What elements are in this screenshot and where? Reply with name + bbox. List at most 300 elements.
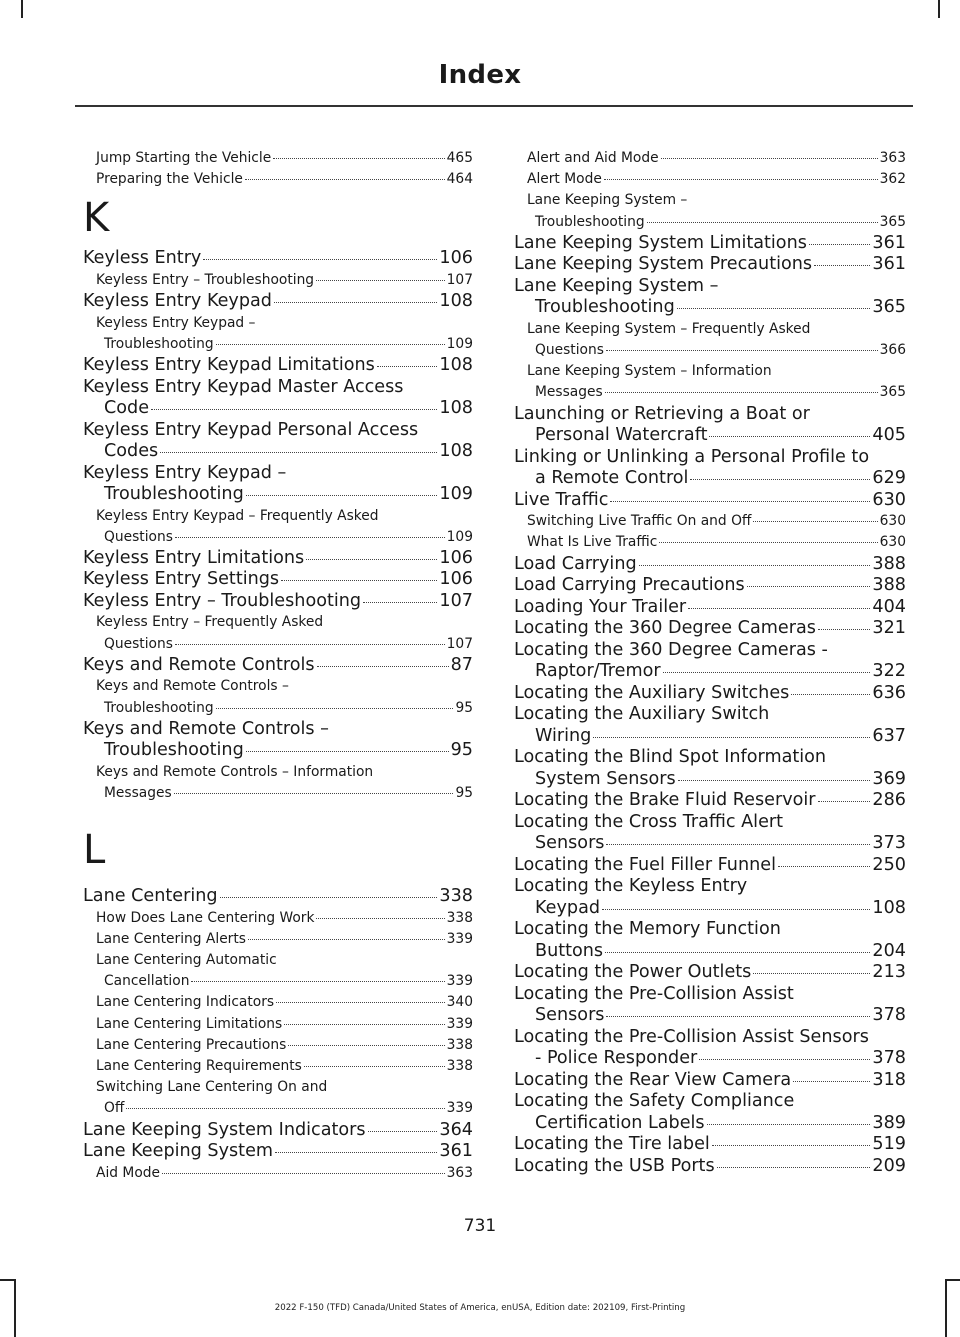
index-entry <box>514 855 906 877</box>
entry-text-line: Lane Keeping System – Information <box>527 363 772 380</box>
page-title: Index <box>438 60 522 90</box>
dot-leader <box>712 1145 871 1146</box>
page-ref: 630 <box>879 534 906 551</box>
entry-text: Codes <box>104 441 159 462</box>
index-entry <box>83 1120 473 1142</box>
page-ref: 366 <box>879 342 906 359</box>
entry-text: Loading Your Trailer <box>514 596 687 617</box>
section-letter: L <box>83 827 106 874</box>
dot-leader <box>606 844 870 845</box>
index-entry-line <box>83 1163 473 1184</box>
index-entry-line <box>514 1070 906 1092</box>
index-entry-line <box>83 929 473 950</box>
entry-text: Switching Live Traffic On and Off <box>527 513 752 530</box>
index-entry-line <box>83 569 473 591</box>
index-entry-line <box>83 698 473 719</box>
index-entry-line <box>514 1113 906 1135</box>
page-ref: 378 <box>872 1005 906 1026</box>
index-entry-line <box>514 575 906 597</box>
entry-text-line: Keys and Remote Controls – <box>83 718 329 739</box>
entry-text-line: Keyless Entry Keypad – <box>83 462 287 483</box>
page-ref: 630 <box>872 489 906 510</box>
dot-leader <box>791 694 870 695</box>
dot-leader <box>639 565 871 566</box>
entry-text: Troubleshooting <box>104 335 214 352</box>
index-entry-line <box>514 297 906 319</box>
page-ref: 388 <box>872 575 906 596</box>
dot-leader <box>191 981 444 982</box>
page-ref: 373 <box>872 833 906 854</box>
page-ref: 363 <box>879 150 906 166</box>
index-entry-line <box>83 783 473 804</box>
page-ref: 338 <box>446 1036 473 1053</box>
entry-text: Raptor/Tremor <box>535 661 661 682</box>
index-entry-line <box>514 898 906 920</box>
index-entry-line <box>83 1014 473 1035</box>
dot-leader <box>248 939 445 940</box>
entry-text: Lane Centering Requirements <box>96 1058 302 1075</box>
entry-text: - Police Responder <box>535 1048 698 1069</box>
dot-leader <box>606 1016 870 1017</box>
page-ref: 109 <box>439 484 473 505</box>
index-subentry <box>83 612 473 654</box>
index-entry-line <box>83 1035 473 1056</box>
index-entry-line <box>83 908 473 929</box>
page-ref: 339 <box>446 1100 473 1117</box>
page-ref: 365 <box>879 384 906 401</box>
index-entry-line <box>514 962 906 984</box>
page-ref: 630 <box>879 513 906 530</box>
title-rule <box>75 105 913 107</box>
index-entry <box>514 575 906 597</box>
page-ref: 250 <box>872 854 906 875</box>
index-subentry <box>83 908 473 929</box>
dot-leader <box>605 392 878 393</box>
index-entry <box>514 962 906 984</box>
entry-text-line: Keyless Entry Keypad – Frequently Asked <box>96 507 379 524</box>
page-ref: 361 <box>439 1141 473 1162</box>
index-entry <box>514 704 906 747</box>
page-ref: 107 <box>446 635 473 652</box>
index-entry-line <box>83 291 473 313</box>
entry-text-line: Locating the Memory Function <box>514 919 781 940</box>
dot-leader <box>677 308 871 309</box>
dot-leader <box>273 158 444 159</box>
entry-text: Aid Mode <box>96 1164 161 1181</box>
entry-text-line: Switching Lane Centering On and <box>96 1079 328 1096</box>
page-ref: 204 <box>872 940 906 961</box>
page-ref: 106 <box>439 248 473 269</box>
dot-leader <box>659 542 877 543</box>
entry-text-line: Keyless Entry – Frequently Asked <box>96 614 324 631</box>
entry-text: Lane Centering Precautions <box>96 1036 287 1053</box>
index-entry <box>514 447 906 490</box>
dot-leader <box>246 751 449 752</box>
entry-text: Keypad <box>535 897 601 918</box>
page-ref: 107 <box>439 590 473 611</box>
entry-text: Lane Keeping System Indicators <box>83 1119 366 1140</box>
entry-text-line: Locating the 360 Degree Cameras - <box>514 639 828 660</box>
entry-text: Questions <box>535 342 604 359</box>
entry-text: Troubleshooting <box>104 740 244 761</box>
index-subentry <box>83 676 473 718</box>
entry-text: Lane Keeping System Precautions <box>514 254 813 275</box>
entry-text: Keyless Entry Settings <box>83 569 280 590</box>
entry-text-line: Locating the Blind Spot Information <box>514 747 827 768</box>
dot-leader <box>368 1131 438 1132</box>
entry-text-line: Keys and Remote Controls – Information <box>96 763 374 780</box>
dot-leader <box>602 909 870 910</box>
index-entry <box>514 597 906 619</box>
dot-leader <box>304 1066 445 1067</box>
dot-leader <box>747 586 871 587</box>
index-subentry <box>83 1077 473 1119</box>
entry-text: Preparing the Vehicle <box>96 171 243 188</box>
dot-leader <box>678 780 871 781</box>
entry-text-line: Lane Keeping System – <box>514 275 719 296</box>
page-ref: 365 <box>879 213 906 230</box>
page-ref: 404 <box>872 596 906 617</box>
index-entry-line <box>83 992 473 1013</box>
entry-text: Locating the 360 Degree Cameras <box>514 618 816 639</box>
entry-text-line: Keys and Remote Controls – <box>96 678 289 695</box>
dot-leader <box>690 479 870 480</box>
entry-text: a Remote Control <box>535 468 689 489</box>
index-subentry <box>83 313 473 355</box>
index-entry <box>83 591 473 613</box>
dot-leader <box>126 1108 444 1109</box>
dot-leader <box>814 265 870 266</box>
dot-leader <box>174 793 454 794</box>
dot-leader <box>276 1002 445 1003</box>
index-subentry <box>514 361 906 403</box>
entry-text-line: Locating the Pre-Collision Assist <box>514 983 794 1004</box>
page-ref: 107 <box>446 271 473 288</box>
index-entry-line <box>514 1156 906 1178</box>
page-ref: 109 <box>446 335 473 352</box>
index-entry-line <box>83 1120 473 1142</box>
index-entry-line <box>83 740 473 762</box>
dot-leader <box>175 537 445 538</box>
dot-leader <box>160 452 437 453</box>
entry-text-line: Keyless Entry Keypad Personal Access <box>83 419 419 440</box>
page-ref: 213 <box>872 962 906 983</box>
page-ref: 369 <box>872 768 906 789</box>
dot-leader <box>288 1045 444 1046</box>
index-entry-line <box>514 769 906 791</box>
dot-leader <box>203 259 437 260</box>
entry-text: Questions <box>104 635 173 652</box>
dot-leader <box>647 222 878 223</box>
dot-leader <box>663 672 871 673</box>
index-entry <box>514 1091 906 1134</box>
index-entry-line <box>514 169 906 190</box>
index-entry <box>83 569 473 591</box>
index-entry <box>83 886 473 908</box>
page-ref: 106 <box>439 569 473 590</box>
entry-text: Locating the Power Outlets <box>514 962 752 983</box>
entry-text: Cancellation <box>104 973 190 990</box>
index-subentry <box>83 1163 473 1184</box>
entry-text: Lane Centering <box>83 886 218 907</box>
index-subentry <box>83 1014 473 1035</box>
dot-leader <box>778 866 870 867</box>
dot-leader <box>306 559 437 560</box>
dot-leader <box>605 952 870 953</box>
entry-text: Off <box>104 1100 125 1117</box>
index-entry-line <box>514 212 906 233</box>
dot-leader <box>175 644 445 645</box>
page-ref: 519 <box>872 1134 906 1155</box>
index-entry-line <box>83 548 473 570</box>
entry-text: Troubleshooting <box>104 484 244 505</box>
index-entry-line <box>514 1134 906 1156</box>
page-ref: 339 <box>446 930 473 947</box>
index-entry-line <box>83 355 473 377</box>
index-entry <box>514 790 906 812</box>
entry-text: Lane Centering Limitations <box>96 1015 283 1032</box>
dot-leader <box>316 918 444 919</box>
index-entry <box>514 919 906 962</box>
dot-leader <box>216 708 454 709</box>
entry-text: Certification Labels <box>535 1112 705 1133</box>
page-ref: 364 <box>439 1119 473 1140</box>
page-ref: 363 <box>446 1164 473 1181</box>
index-entry <box>83 420 473 463</box>
dot-leader <box>699 1059 870 1060</box>
dot-leader <box>753 521 877 522</box>
page-ref: 95 <box>450 740 473 761</box>
page-ref: 388 <box>872 553 906 574</box>
entry-text: Locating the Fuel Filler Funnel <box>514 854 776 875</box>
entry-text: Lane Centering Indicators <box>96 994 275 1011</box>
dot-leader <box>688 608 870 609</box>
index-entry-line <box>83 591 473 613</box>
page-ref: 108 <box>439 291 473 312</box>
entry-text: Sensors <box>535 833 605 854</box>
entry-text-line: Locating the Cross Traffic Alert <box>514 811 784 832</box>
entry-text: Keyless Entry Limitations <box>83 547 305 568</box>
page-ref: 108 <box>439 441 473 462</box>
index-entry-line <box>514 726 906 748</box>
entry-text: Locating the Rear View Camera <box>514 1069 792 1090</box>
footer-edition: 2022 F-150 (TFD) Canada/United States of America, enUSA, Edition date: 202109, First-Printing <box>274 1303 686 1313</box>
index-subentry <box>83 169 473 190</box>
page-ref: 338 <box>439 886 473 907</box>
index-entry <box>83 548 473 570</box>
entry-text: Locating the Auxiliary Switches <box>514 682 790 703</box>
entry-text: Keys and Remote Controls <box>83 654 315 675</box>
index-entry <box>83 719 473 762</box>
dot-leader <box>284 1024 444 1025</box>
index-entry <box>83 655 473 677</box>
entry-text-line: Keyless Entry Keypad Master Access <box>83 376 404 397</box>
index-entry-line <box>83 484 473 506</box>
page-ref: 95 <box>455 699 473 716</box>
entry-text-line: Lane Keeping System – <box>527 192 688 209</box>
dot-leader <box>610 501 870 502</box>
entry-text: Questions <box>104 528 173 545</box>
entry-text: Wiring <box>535 725 592 746</box>
index-entry <box>83 291 473 313</box>
index-entry-line <box>514 254 906 276</box>
entry-text-line: Keyless Entry Keypad – <box>96 314 256 331</box>
index-entry <box>514 404 906 447</box>
dot-leader <box>151 409 437 410</box>
index-entry-line <box>83 148 473 169</box>
page-ref: 338 <box>446 1058 473 1075</box>
entry-text: Jump Starting the Vehicle <box>96 150 272 166</box>
entry-text: Live Traffic <box>514 489 609 510</box>
entry-text: How Does Lane Centering Work <box>96 909 315 926</box>
entry-text: Lane Keeping System Limitations <box>514 232 807 253</box>
dot-leader <box>606 350 878 351</box>
dot-leader <box>377 366 438 367</box>
index-subentry <box>514 190 906 232</box>
index-subentry <box>514 169 906 190</box>
page-ref: 108 <box>439 398 473 419</box>
entry-text: Troubleshooting <box>104 699 214 716</box>
dot-leader <box>809 244 871 245</box>
index-subentry <box>83 148 473 169</box>
page-ref: 339 <box>446 1015 473 1032</box>
entry-text: Keyless Entry – Troubleshooting <box>83 590 362 611</box>
page-ref: 389 <box>872 1112 906 1133</box>
page-ref: 286 <box>872 790 906 811</box>
index-subentry <box>83 506 473 548</box>
index-entry <box>514 1070 906 1092</box>
dot-leader <box>363 602 437 603</box>
page-ref: 465 <box>446 150 473 166</box>
page-ref: 338 <box>446 909 473 926</box>
index-entry-line <box>514 833 906 855</box>
index-subentry <box>83 929 473 950</box>
index-entry <box>514 254 906 276</box>
entry-text: Load Carrying Precautions <box>514 575 745 596</box>
page-ref: 405 <box>872 425 906 446</box>
entry-text-line: Locating the Safety Compliance <box>514 1091 795 1112</box>
crop-mark-bottom-left <box>0 1279 14 1281</box>
index-entry-line <box>83 334 473 355</box>
entry-text: Locating the Brake Fluid Reservoir <box>514 790 816 811</box>
index-column-left <box>83 148 473 1184</box>
entry-text: System Sensors <box>535 768 676 789</box>
index-entry-line <box>83 886 473 908</box>
entry-text: Code <box>104 398 150 419</box>
entry-text-line: Launching or Retrieving a Boat or <box>514 403 810 424</box>
dot-leader <box>281 580 437 581</box>
dot-leader <box>604 179 878 180</box>
index-entry <box>514 1156 906 1178</box>
page-ref: 106 <box>439 547 473 568</box>
index-subentry <box>514 532 906 553</box>
entry-text: Locating the Tire label <box>514 1134 710 1155</box>
index-entry <box>83 248 473 270</box>
dot-leader <box>593 737 870 738</box>
dot-leader <box>274 302 437 303</box>
index-entry <box>514 1027 906 1070</box>
index-subentry <box>514 148 906 169</box>
page-ref: 87 <box>450 654 473 675</box>
dot-leader <box>316 280 445 281</box>
entry-text-line: Locating the Auxiliary Switch <box>514 704 770 725</box>
index-entry-line <box>514 233 906 255</box>
entry-text: Keyless Entry – Troubleshooting <box>96 271 315 288</box>
dot-leader <box>246 495 438 496</box>
index-entry <box>83 355 473 377</box>
index-entry-line <box>514 597 906 619</box>
entry-text: Keyless Entry <box>83 248 202 269</box>
entry-text: Keyless Entry Keypad Limitations <box>83 355 375 376</box>
page-ref: 378 <box>872 1048 906 1069</box>
page-ref: 108 <box>439 355 473 376</box>
entry-text: Locating the USB Ports <box>514 1155 715 1176</box>
index-entry-line <box>514 532 906 553</box>
entry-text: Troubleshooting <box>535 297 675 318</box>
entry-text-line: Locating the Pre-Collision Assist Sensors <box>514 1026 869 1047</box>
index-entry-line <box>514 148 906 169</box>
entry-text-line: Locating the Keyless Entry <box>514 876 748 897</box>
dot-leader <box>661 158 878 159</box>
entry-text-line: Lane Centering Automatic <box>96 952 277 969</box>
index-entry-line <box>83 655 473 677</box>
index-entry-line <box>514 1048 906 1070</box>
index-entry <box>514 683 906 705</box>
page-ref: 362 <box>879 171 906 188</box>
index-entry <box>514 618 906 640</box>
dot-leader <box>216 344 445 345</box>
entry-text: Troubleshooting <box>535 213 645 230</box>
page-ref: 361 <box>872 232 906 253</box>
index-subentry <box>83 1056 473 1077</box>
dot-leader <box>707 1124 871 1125</box>
entry-text: Messages <box>104 784 172 801</box>
dot-leader <box>717 1167 871 1168</box>
page-ref: 464 <box>446 171 473 188</box>
entry-text: Keyless Entry Keypad <box>83 291 272 312</box>
index-entry-line <box>514 683 906 705</box>
dot-leader <box>793 1081 870 1082</box>
page-ref: 109 <box>446 528 473 545</box>
index-entry-line <box>83 398 473 420</box>
page-ref: 209 <box>872 1155 906 1176</box>
index-entry-line <box>83 1056 473 1077</box>
dot-leader <box>220 897 438 898</box>
index-entry-line <box>83 1141 473 1163</box>
index-entry <box>83 1141 473 1163</box>
crop-mark-top-right <box>938 0 940 18</box>
index-subentry <box>83 270 473 291</box>
page-number: 731 <box>463 1216 497 1236</box>
entry-text-line: Linking or Unlinking a Personal Profile to <box>514 446 870 467</box>
index-column-right <box>514 148 906 1177</box>
index-subentry <box>514 511 906 532</box>
page-ref: 629 <box>872 468 906 489</box>
index-entry <box>514 233 906 255</box>
index-entry-line <box>514 855 906 877</box>
index-entry-line <box>83 441 473 463</box>
index-entry-line <box>83 270 473 291</box>
entry-text: Personal Watercraft <box>535 425 708 446</box>
dot-leader <box>275 1152 437 1153</box>
index-entry-line <box>514 490 906 512</box>
page-ref: 361 <box>872 254 906 275</box>
index-entry <box>514 1134 906 1156</box>
index-entry <box>514 276 906 319</box>
page-ref: 318 <box>872 1069 906 1090</box>
entry-text: Sensors <box>535 1005 605 1026</box>
index-entry-line <box>514 1005 906 1027</box>
